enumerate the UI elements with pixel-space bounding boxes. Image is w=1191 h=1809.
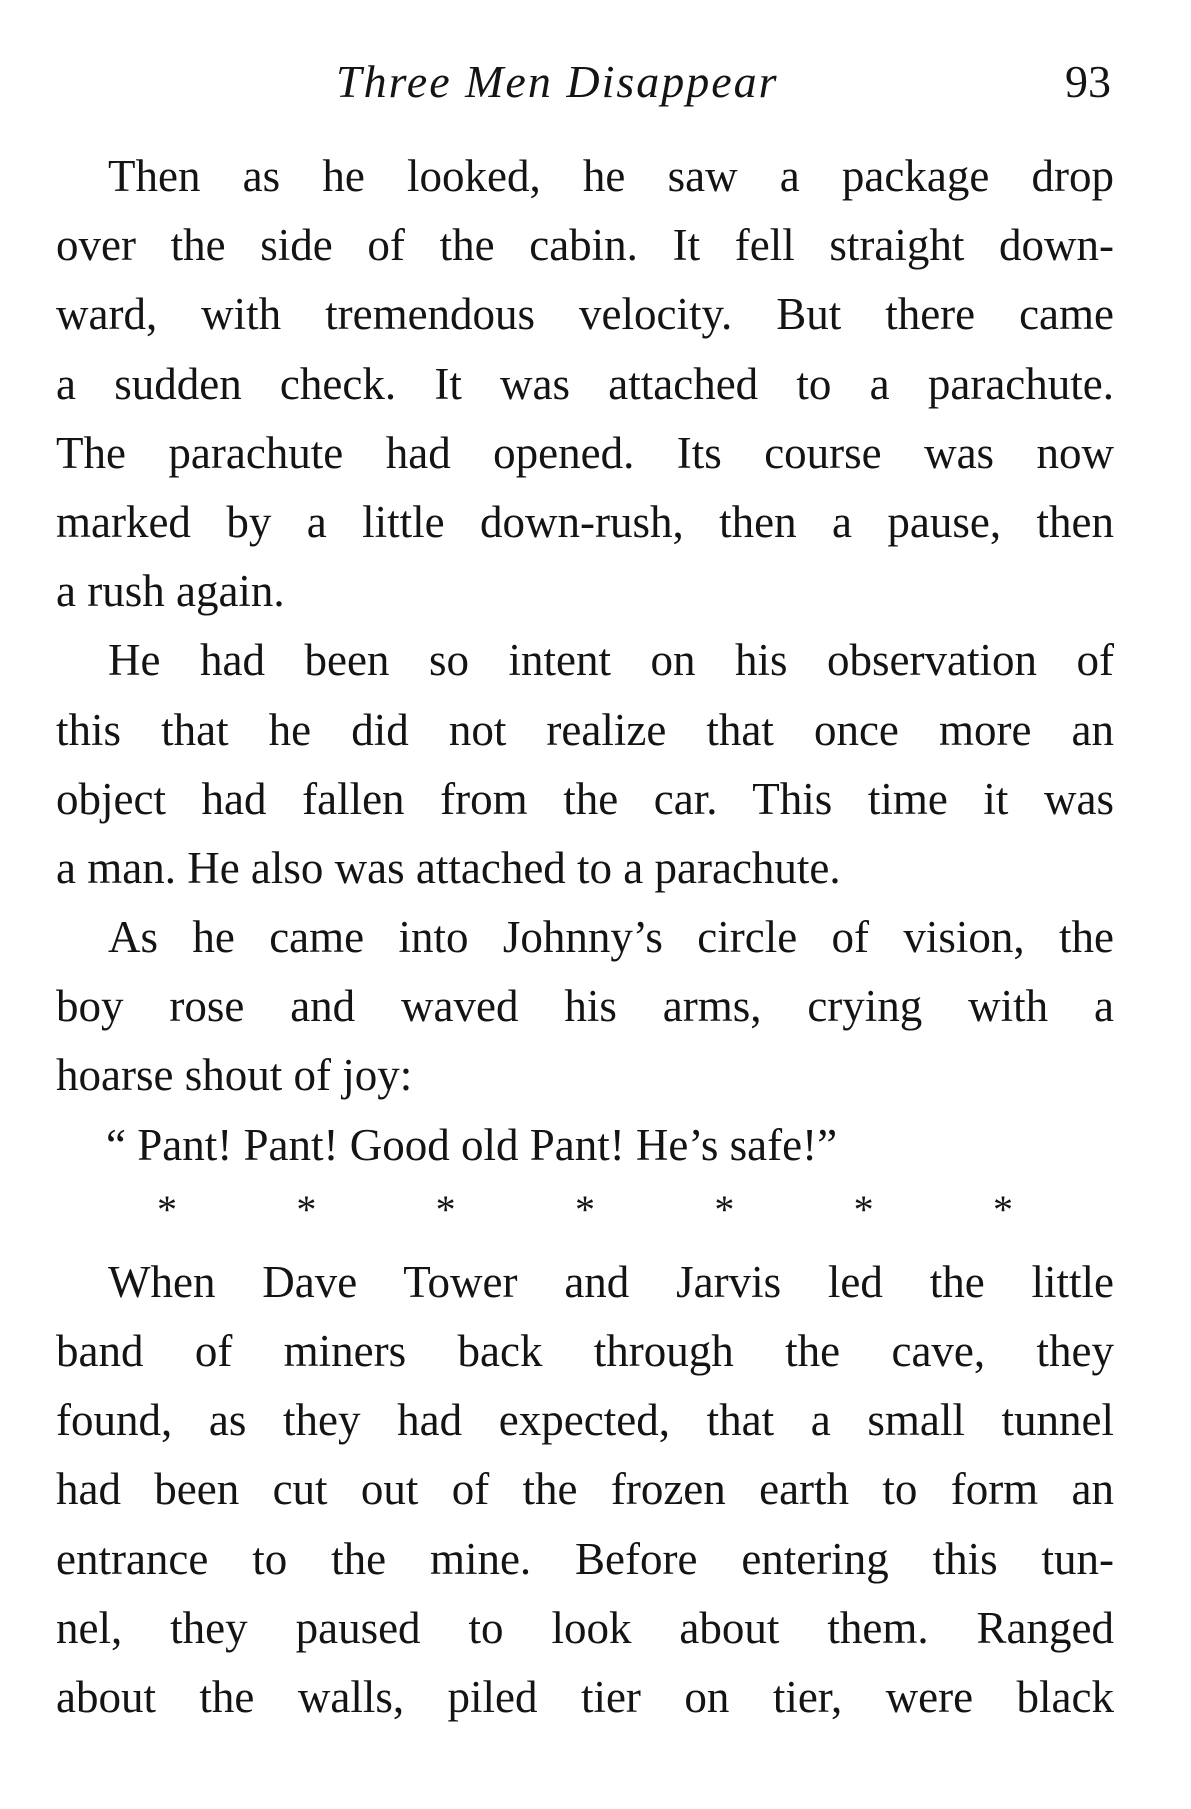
asterisk: * bbox=[714, 1186, 735, 1232]
text-line: He had been so intent on his observation of bbox=[108, 635, 1114, 686]
text-line: Then as he looked, he saw a package drop bbox=[108, 151, 1114, 201]
asterisk: * bbox=[296, 1186, 317, 1232]
text-line: a sudden check. It was attached to a parachute. bbox=[56, 358, 1114, 409]
text-line: found, as they had expected, that a small tunnel bbox=[56, 1395, 1114, 1446]
text-line: over the side of the cabin. It fell straight down- bbox=[56, 220, 1114, 271]
dialogue-quote: “ Pant! Pant! Good old Pant! He’s safe!” bbox=[106, 1119, 838, 1170]
text-line: boy rose and waved his arms, crying with a bbox=[56, 981, 1114, 1032]
text-line: ward, with tremendous velocity. But there came bbox=[56, 289, 1114, 340]
asterisk: * bbox=[435, 1186, 456, 1232]
asterisk: * bbox=[574, 1186, 595, 1232]
text-line: about the walls, piled tier on tier, were black bbox=[56, 1671, 1114, 1722]
text-line: a rush again. bbox=[56, 566, 285, 617]
text-line: had been cut out of the frozen earth to form an bbox=[56, 1464, 1114, 1515]
text-line: nel, they paused to look about them. Ranged bbox=[56, 1602, 1114, 1653]
text-line: object had fallen from the car. This time it was bbox=[56, 773, 1114, 824]
text-line: hoarse shout of joy: bbox=[56, 1050, 413, 1101]
text-line: entrance to the mine. Before entering this tun- bbox=[56, 1533, 1114, 1584]
text-line: As he came into Johnny’s circle of vision, the bbox=[108, 912, 1114, 963]
page-number: 93 bbox=[1065, 56, 1111, 107]
text-line: a man. He also was attached to a parachute. bbox=[56, 842, 841, 893]
asterisk: * bbox=[992, 1186, 1013, 1232]
section-break bbox=[56, 1180, 1114, 1240]
paragraph bbox=[56, 142, 1114, 626]
text-line: band of miners back through the cave, they bbox=[56, 1326, 1114, 1376]
text-line: The parachute had opened. Its course was now bbox=[56, 427, 1114, 478]
text-line: When Dave Tower and Jarvis led the little bbox=[108, 1256, 1114, 1307]
chapter-title: Three Men Disappear bbox=[336, 56, 779, 107]
text-line: marked by a little down-rush, then a pause, then bbox=[56, 496, 1114, 547]
spacer bbox=[56, 1240, 1114, 1248]
asterisk: * bbox=[157, 1186, 177, 1232]
text-line: this that he did not realize that once more an bbox=[56, 704, 1114, 755]
paragraph bbox=[56, 903, 1114, 1111]
paragraph bbox=[56, 1248, 1114, 1732]
running-head bbox=[0, 52, 1191, 122]
asterisk: * bbox=[853, 1186, 874, 1232]
body-text bbox=[56, 142, 1114, 1732]
paragraph bbox=[56, 626, 1114, 903]
